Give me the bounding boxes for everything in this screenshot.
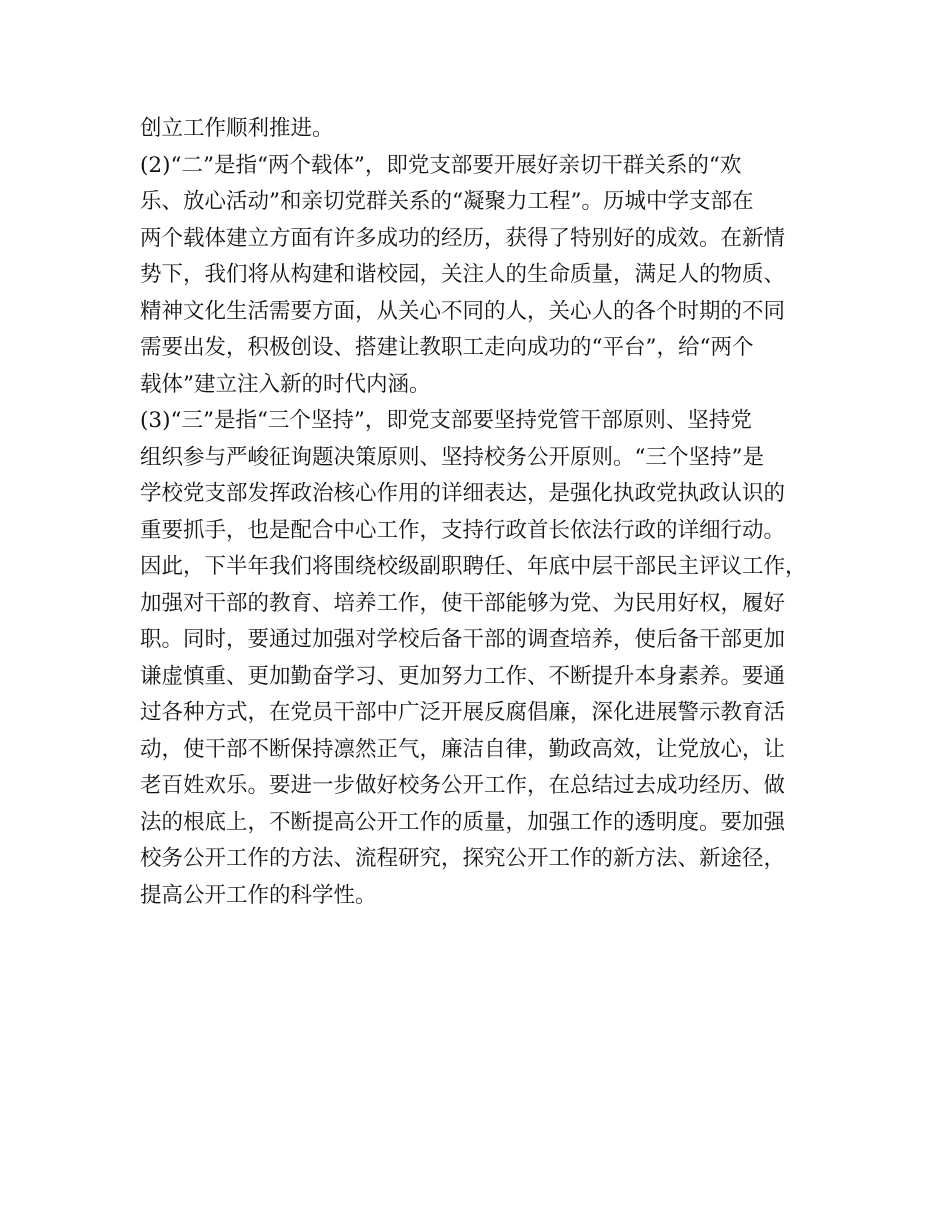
text-line: (3)“三”是指“三个坚持”，即党支部要坚持党管干部原则、坚持党 [140,408,752,433]
text-line: 动，使干部不断保持凛然正气，廉洁自律，勤政高效，让党放心，让 [140,736,786,762]
text-line: (2)“二”是指“两个载体”，即党支部要开展好亲切干群关系的“欢 [140,152,742,178]
text-line: 过各种方式，在党员干部中广泛开展反腐倡廉，深化进展警示教育活 [140,700,786,725]
text-line: 精神文化生活需要方面，从关心不同的人，关心人的各个时期的不同 [140,298,786,324]
text-line: 两个载体建立方面有许多成功的经历，获得了特别好的成效。在新情 [140,225,786,251]
text-line: 重要抓手，也是配合中心工作，支持行政首长依法行政的详细行动。 [140,517,786,543]
text-line: 创立工作顺利推进。 [140,116,334,141]
text-line: 因此，下半年我们将围绕校级副职聘任、年底中层干部民主评议工作， [140,554,807,579]
text-line: 提高公开工作的科学性。 [140,882,377,908]
body-text [140,111,830,914]
text-line: 加强对干部的教育、培养工作，使干部能够为党、为民用好权，履好 [140,590,786,616]
text-line: 老百姓欢乐。要进一步做好校务公开工作，在总结过去成功经历、做 [140,773,786,798]
text-line: 载体”建立注入新的时代内涵。 [140,371,431,397]
text-line: 校务公开工作的方法、流程研究，探究公开工作的新方法、新途径， [140,846,786,871]
text-line: 学校党支部发挥政治核心作用的详细表达，是强化执政党执政认识的 [140,481,786,506]
text-line: 法的根底上，不断提高公开工作的质量，加强工作的透明度。要加强 [140,809,786,835]
text-line: 需要出发，积极创设、搭建让教职工走向成功的“平台”，给“两个 [140,335,754,360]
text-line: 组织参与严峻征询题决策原则、坚持校务公开原则。“三个坚持”是 [140,444,764,470]
text-line: 职。同时，要通过加强对学校后备干部的调查培养，使后备干部更加 [140,627,786,652]
text-line: 势下，我们将从构建和谐校园，关注人的生命质量，满足人的物质、 [140,262,786,287]
text-line: 谦虚慎重、更加勤奋学习、更加努力工作、不断提升本身素养。要通 [140,663,786,689]
text-line: 乐、放心活动”和亲切党群关系的“凝聚力工程”。历城中学支部在 [140,189,754,214]
